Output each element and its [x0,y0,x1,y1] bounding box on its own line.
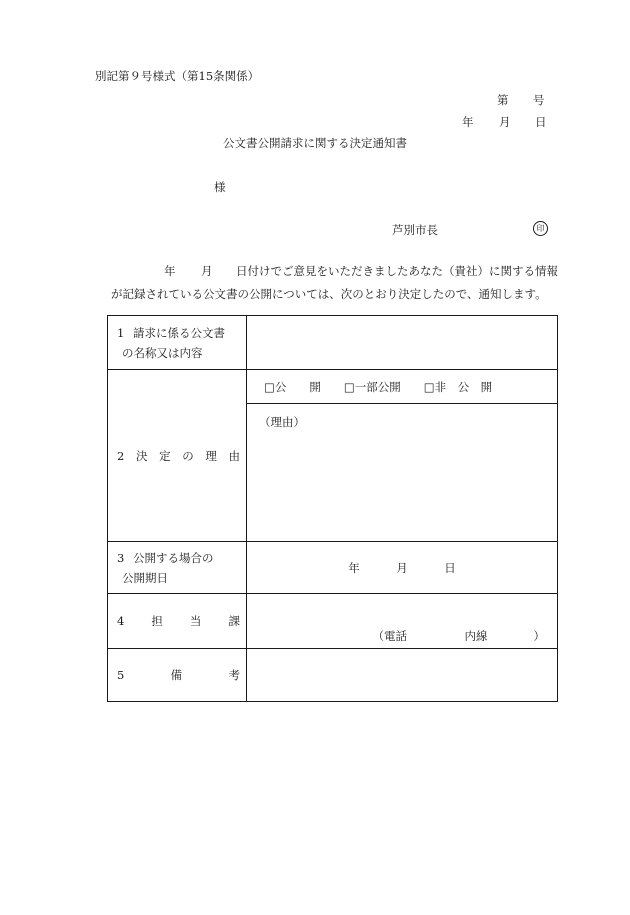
disclosure-options [247,370,558,404]
table-row [108,594,558,649]
document-number [497,92,545,108]
addressee-honorific: 様 [214,180,226,194]
row5-label [108,649,247,702]
row1-num: 1 [117,325,125,340]
option-non-disclosure[interactable]: □非 公 開 [423,379,493,394]
phone-extension: （電話 内線 ） [372,629,545,643]
table-row [108,542,558,594]
row3-label-a: 公開する場合の [133,550,214,565]
row4-char: 課 [228,614,240,628]
option-full-disclosure[interactable]: □公 開 [264,379,321,394]
table-row [108,649,558,702]
row3-label-b: 公開期日 [122,570,168,585]
row5-char: 備 [170,668,183,682]
row2-char: 決 [135,448,148,463]
table-row [108,316,558,370]
body-text-1: 日付けでご意見をいただきましたあなた（貴社）に関する情報 [236,264,558,278]
row2-char: 定 [159,448,171,463]
seal-mark: 印 [533,221,548,236]
row3-day: 日 [444,560,456,575]
document-title: 公文書公開請求に関する決定通知書 [223,136,407,150]
row1-label-a: 請求に係る公文書 [133,325,225,340]
row1-value[interactable] [247,316,558,370]
row3-year: 年 [348,560,360,575]
document-date [462,114,547,130]
row2-char: 理 [205,448,217,463]
year-label: 年 [462,115,474,129]
row2-char: の [182,448,194,463]
remarks-field[interactable] [247,649,558,702]
go-label: 号 [533,93,545,107]
issuer-name: 芦別市長 [392,223,438,237]
row3-num: 3 [117,550,125,565]
form-label: 別記第９号様式（第15条関係） [95,69,260,83]
row2-char: 由 [228,448,240,463]
table-row [108,370,558,404]
row1-label [108,316,247,370]
body-month: 月 [201,264,213,278]
row5-char: 考 [228,668,240,682]
option-partial-disclosure[interactable]: □一部公開 [343,379,401,394]
body-year: 年 [164,264,176,278]
row3-month: 月 [396,560,408,575]
department-field[interactable] [247,594,558,649]
row4-num: 4 [117,614,125,628]
row4-label [108,594,247,649]
body-line-1 [164,263,558,279]
disclosure-date-field[interactable] [247,542,558,594]
row2-num: 2 [117,448,125,463]
day-label: 日 [535,115,547,129]
row4-char: 当 [189,614,202,628]
row4-char: 担 [151,614,163,628]
row1-label-b: の名称又は内容 [122,345,203,360]
dai-label: 第 [497,93,509,107]
row3-label [108,542,247,594]
reason-field[interactable] [247,404,558,542]
decision-table [107,315,558,702]
month-label: 月 [499,115,511,129]
row2-label [108,370,247,542]
reason-label: （理由） [259,415,305,429]
row5-num: 5 [117,668,125,682]
body-line-2: が記録されている公文書の公開については、次のとおり決定したので、通知します。 [111,287,547,301]
